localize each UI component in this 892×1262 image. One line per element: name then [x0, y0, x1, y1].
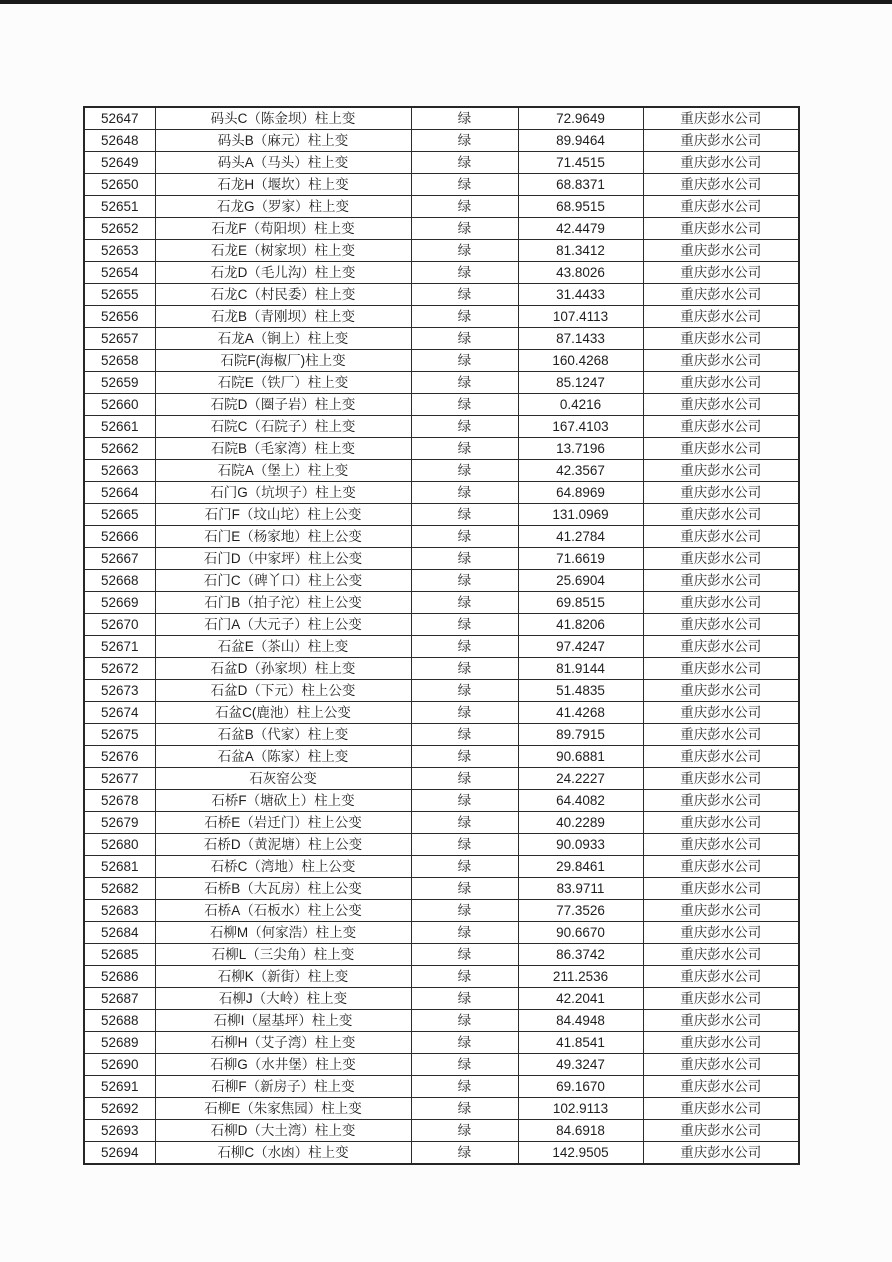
name-cell: 石门F（坟山坨）柱上公变 [155, 504, 411, 526]
name-cell: 石柳I（屋基坪）柱上变 [155, 1010, 411, 1032]
value-cell: 42.3567 [518, 460, 643, 482]
id-cell: 52654 [84, 262, 155, 284]
company-cell: 重庆彭水公司 [643, 262, 799, 284]
company-cell: 重庆彭水公司 [643, 107, 799, 130]
name-cell: 石柳F（新房子）柱上变 [155, 1076, 411, 1098]
value-cell: 87.1433 [518, 328, 643, 350]
status-cell: 绿 [411, 1098, 518, 1120]
table-row [84, 174, 799, 196]
table-row [84, 922, 799, 944]
id-cell: 52658 [84, 350, 155, 372]
status-cell: 绿 [411, 658, 518, 680]
company-cell: 重庆彭水公司 [643, 702, 799, 724]
id-cell: 52660 [84, 394, 155, 416]
value-cell: 41.4268 [518, 702, 643, 724]
name-cell: 石院B（毛家湾）柱上变 [155, 438, 411, 460]
table-row [84, 1010, 799, 1032]
table-row [84, 350, 799, 372]
value-cell: 77.3526 [518, 900, 643, 922]
table-row [84, 724, 799, 746]
value-cell: 89.7915 [518, 724, 643, 746]
value-cell: 84.4948 [518, 1010, 643, 1032]
name-cell: 石门D（中家坪）柱上公变 [155, 548, 411, 570]
id-cell: 52679 [84, 812, 155, 834]
table-row [84, 856, 799, 878]
name-cell: 石桥B（大瓦房）柱上公变 [155, 878, 411, 900]
status-cell: 绿 [411, 900, 518, 922]
name-cell: 石盆A（陈家）柱上变 [155, 746, 411, 768]
status-cell: 绿 [411, 460, 518, 482]
status-cell: 绿 [411, 548, 518, 570]
name-cell: 石门G（坑坝子）柱上变 [155, 482, 411, 504]
name-cell: 石盆C(鹿池）柱上公变 [155, 702, 411, 724]
company-cell: 重庆彭水公司 [643, 856, 799, 878]
table-row [84, 504, 799, 526]
table-row [84, 1054, 799, 1076]
company-cell: 重庆彭水公司 [643, 768, 799, 790]
value-cell: 84.6918 [518, 1120, 643, 1142]
status-cell: 绿 [411, 746, 518, 768]
table-body [84, 107, 799, 1164]
table-row [84, 438, 799, 460]
top-edge-bar [0, 0, 892, 4]
company-cell: 重庆彭水公司 [643, 350, 799, 372]
id-cell: 52647 [84, 107, 155, 130]
company-cell: 重庆彭水公司 [643, 1098, 799, 1120]
status-cell: 绿 [411, 988, 518, 1010]
value-cell: 85.1247 [518, 372, 643, 394]
table-row [84, 218, 799, 240]
id-cell: 52664 [84, 482, 155, 504]
id-cell: 52651 [84, 196, 155, 218]
id-cell: 52666 [84, 526, 155, 548]
value-cell: 81.3412 [518, 240, 643, 262]
name-cell: 石龙A（锏上）柱上变 [155, 328, 411, 350]
status-cell: 绿 [411, 1010, 518, 1032]
name-cell: 石院E（铁厂）柱上变 [155, 372, 411, 394]
company-cell: 重庆彭水公司 [643, 482, 799, 504]
id-cell: 52689 [84, 1032, 155, 1054]
company-cell: 重庆彭水公司 [643, 130, 799, 152]
company-cell: 重庆彭水公司 [643, 966, 799, 988]
id-cell: 52688 [84, 1010, 155, 1032]
status-cell: 绿 [411, 878, 518, 900]
table-row [84, 196, 799, 218]
table-row [84, 746, 799, 768]
name-cell: 石门B（拍子沱）柱上公变 [155, 592, 411, 614]
id-cell: 52673 [84, 680, 155, 702]
status-cell: 绿 [411, 262, 518, 284]
id-cell: 52663 [84, 460, 155, 482]
name-cell: 石柳D（大土湾）柱上变 [155, 1120, 411, 1142]
status-cell: 绿 [411, 372, 518, 394]
company-cell: 重庆彭水公司 [643, 1076, 799, 1098]
table-row [84, 130, 799, 152]
company-cell: 重庆彭水公司 [643, 504, 799, 526]
id-cell: 52657 [84, 328, 155, 350]
id-cell: 52671 [84, 636, 155, 658]
id-cell: 52655 [84, 284, 155, 306]
value-cell: 41.2784 [518, 526, 643, 548]
company-cell: 重庆彭水公司 [643, 1010, 799, 1032]
name-cell: 码头C（陈金坝）柱上变 [155, 107, 411, 130]
id-cell: 52675 [84, 724, 155, 746]
id-cell: 52685 [84, 944, 155, 966]
company-cell: 重庆彭水公司 [643, 438, 799, 460]
status-cell: 绿 [411, 240, 518, 262]
table-row [84, 284, 799, 306]
id-cell: 52683 [84, 900, 155, 922]
id-cell: 52665 [84, 504, 155, 526]
id-cell: 52674 [84, 702, 155, 724]
value-cell: 90.6881 [518, 746, 643, 768]
value-cell: 29.8461 [518, 856, 643, 878]
value-cell: 107.4113 [518, 306, 643, 328]
company-cell: 重庆彭水公司 [643, 460, 799, 482]
name-cell: 石柳C（水凼）柱上变 [155, 1142, 411, 1165]
status-cell: 绿 [411, 1076, 518, 1098]
table-row [84, 834, 799, 856]
id-cell: 52690 [84, 1054, 155, 1076]
value-cell: 64.8969 [518, 482, 643, 504]
status-cell: 绿 [411, 306, 518, 328]
status-cell: 绿 [411, 966, 518, 988]
company-cell: 重庆彭水公司 [643, 790, 799, 812]
table-row [84, 482, 799, 504]
status-cell: 绿 [411, 570, 518, 592]
value-cell: 43.8026 [518, 262, 643, 284]
status-cell: 绿 [411, 944, 518, 966]
table-row [84, 548, 799, 570]
id-cell: 52662 [84, 438, 155, 460]
company-cell: 重庆彭水公司 [643, 680, 799, 702]
name-cell: 石龙D（毛儿沟）柱上变 [155, 262, 411, 284]
company-cell: 重庆彭水公司 [643, 548, 799, 570]
name-cell: 石龙B（青刚坝）柱上变 [155, 306, 411, 328]
table-row [84, 680, 799, 702]
value-cell: 83.9711 [518, 878, 643, 900]
table-row [84, 614, 799, 636]
name-cell: 石盆D（孙家坝）柱上变 [155, 658, 411, 680]
company-cell: 重庆彭水公司 [643, 394, 799, 416]
value-cell: 131.0969 [518, 504, 643, 526]
value-cell: 68.9515 [518, 196, 643, 218]
value-cell: 42.2041 [518, 988, 643, 1010]
value-cell: 69.1670 [518, 1076, 643, 1098]
id-cell: 52672 [84, 658, 155, 680]
table-row [84, 592, 799, 614]
table-row [84, 636, 799, 658]
id-cell: 52653 [84, 240, 155, 262]
status-cell: 绿 [411, 922, 518, 944]
name-cell: 石柳J（大岭）柱上变 [155, 988, 411, 1010]
value-cell: 42.4479 [518, 218, 643, 240]
company-cell: 重庆彭水公司 [643, 900, 799, 922]
status-cell: 绿 [411, 680, 518, 702]
name-cell: 石柳M（何家浩）柱上变 [155, 922, 411, 944]
status-cell: 绿 [411, 482, 518, 504]
name-cell: 石盆D（下元）柱上公变 [155, 680, 411, 702]
company-cell: 重庆彭水公司 [643, 152, 799, 174]
name-cell: 码头B（麻元）柱上变 [155, 130, 411, 152]
name-cell: 石桥A（石板水）柱上公变 [155, 900, 411, 922]
status-cell: 绿 [411, 504, 518, 526]
table-row [84, 966, 799, 988]
table-row [84, 944, 799, 966]
status-cell: 绿 [411, 702, 518, 724]
company-cell: 重庆彭水公司 [643, 416, 799, 438]
id-cell: 52650 [84, 174, 155, 196]
id-cell: 52678 [84, 790, 155, 812]
value-cell: 97.4247 [518, 636, 643, 658]
id-cell: 52686 [84, 966, 155, 988]
id-cell: 52656 [84, 306, 155, 328]
company-cell: 重庆彭水公司 [643, 372, 799, 394]
name-cell: 石院D（圈子岩）柱上变 [155, 394, 411, 416]
name-cell: 石龙C（村民委）柱上变 [155, 284, 411, 306]
table-row [84, 416, 799, 438]
id-cell: 52676 [84, 746, 155, 768]
name-cell: 码头A（马头）柱上变 [155, 152, 411, 174]
table-row [84, 812, 799, 834]
value-cell: 211.2536 [518, 966, 643, 988]
table-row [84, 702, 799, 724]
table-row [84, 790, 799, 812]
value-cell: 86.3742 [518, 944, 643, 966]
id-cell: 52692 [84, 1098, 155, 1120]
value-cell: 167.4103 [518, 416, 643, 438]
company-cell: 重庆彭水公司 [643, 658, 799, 680]
value-cell: 90.6670 [518, 922, 643, 944]
value-cell: 89.9464 [518, 130, 643, 152]
name-cell: 石门E（杨家地）柱上公变 [155, 526, 411, 548]
table-row [84, 768, 799, 790]
value-cell: 41.8206 [518, 614, 643, 636]
status-cell: 绿 [411, 174, 518, 196]
value-cell: 71.4515 [518, 152, 643, 174]
id-cell: 52684 [84, 922, 155, 944]
status-cell: 绿 [411, 636, 518, 658]
value-cell: 40.2289 [518, 812, 643, 834]
status-cell: 绿 [411, 350, 518, 372]
name-cell: 石龙G（罗家）柱上变 [155, 196, 411, 218]
value-cell: 68.8371 [518, 174, 643, 196]
transformer-table [83, 106, 800, 1165]
name-cell: 石门A（大元子）柱上公变 [155, 614, 411, 636]
status-cell: 绿 [411, 416, 518, 438]
name-cell: 石院F(海椒厂)柱上变 [155, 350, 411, 372]
status-cell: 绿 [411, 790, 518, 812]
company-cell: 重庆彭水公司 [643, 614, 799, 636]
value-cell: 81.9144 [518, 658, 643, 680]
value-cell: 102.9113 [518, 1098, 643, 1120]
id-cell: 52670 [84, 614, 155, 636]
status-cell: 绿 [411, 812, 518, 834]
status-cell: 绿 [411, 768, 518, 790]
company-cell: 重庆彭水公司 [643, 328, 799, 350]
company-cell: 重庆彭水公司 [643, 526, 799, 548]
table-row [84, 658, 799, 680]
id-cell: 52652 [84, 218, 155, 240]
id-cell: 52661 [84, 416, 155, 438]
table-row [84, 1032, 799, 1054]
value-cell: 13.7196 [518, 438, 643, 460]
value-cell: 72.9649 [518, 107, 643, 130]
id-cell: 52694 [84, 1142, 155, 1165]
table-row [84, 107, 799, 130]
value-cell: 90.0933 [518, 834, 643, 856]
name-cell: 石盆B（代家）柱上变 [155, 724, 411, 746]
name-cell: 石柳G（水井堡）柱上变 [155, 1054, 411, 1076]
status-cell: 绿 [411, 328, 518, 350]
status-cell: 绿 [411, 284, 518, 306]
table-row [84, 878, 799, 900]
status-cell: 绿 [411, 614, 518, 636]
status-cell: 绿 [411, 1032, 518, 1054]
table-row [84, 900, 799, 922]
value-cell: 51.4835 [518, 680, 643, 702]
company-cell: 重庆彭水公司 [643, 988, 799, 1010]
name-cell: 石盆E（茶山）柱上变 [155, 636, 411, 658]
id-cell: 52659 [84, 372, 155, 394]
table-row [84, 262, 799, 284]
status-cell: 绿 [411, 1054, 518, 1076]
id-cell: 52687 [84, 988, 155, 1010]
name-cell: 石柳L（三尖角）柱上变 [155, 944, 411, 966]
table-row [84, 240, 799, 262]
name-cell: 石院A（堡上）柱上变 [155, 460, 411, 482]
id-cell: 52648 [84, 130, 155, 152]
name-cell: 石桥D（黄泥塘）柱上公变 [155, 834, 411, 856]
company-cell: 重庆彭水公司 [643, 944, 799, 966]
company-cell: 重庆彭水公司 [643, 1142, 799, 1165]
name-cell: 石桥C（湾地）柱上公变 [155, 856, 411, 878]
table-row [84, 526, 799, 548]
table-row [84, 1120, 799, 1142]
status-cell: 绿 [411, 834, 518, 856]
id-cell: 52693 [84, 1120, 155, 1142]
table-row [84, 372, 799, 394]
table-row [84, 152, 799, 174]
status-cell: 绿 [411, 724, 518, 746]
status-cell: 绿 [411, 856, 518, 878]
name-cell: 石门C（碑丫口）柱上公变 [155, 570, 411, 592]
company-cell: 重庆彭水公司 [643, 240, 799, 262]
value-cell: 142.9505 [518, 1142, 643, 1165]
company-cell: 重庆彭水公司 [643, 592, 799, 614]
value-cell: 41.8541 [518, 1032, 643, 1054]
company-cell: 重庆彭水公司 [643, 284, 799, 306]
status-cell: 绿 [411, 438, 518, 460]
id-cell: 52667 [84, 548, 155, 570]
name-cell: 石桥E（岩迁门）柱上公变 [155, 812, 411, 834]
id-cell: 52669 [84, 592, 155, 614]
status-cell: 绿 [411, 130, 518, 152]
company-cell: 重庆彭水公司 [643, 636, 799, 658]
company-cell: 重庆彭水公司 [643, 1054, 799, 1076]
company-cell: 重庆彭水公司 [643, 724, 799, 746]
id-cell: 52680 [84, 834, 155, 856]
table-row [84, 306, 799, 328]
name-cell: 石柳E（朱家焦园）柱上变 [155, 1098, 411, 1120]
name-cell: 石柳H（艾子湾）柱上变 [155, 1032, 411, 1054]
table-row [84, 1098, 799, 1120]
id-cell: 52649 [84, 152, 155, 174]
id-cell: 52677 [84, 768, 155, 790]
table-row [84, 570, 799, 592]
value-cell: 25.6904 [518, 570, 643, 592]
status-cell: 绿 [411, 1142, 518, 1165]
status-cell: 绿 [411, 107, 518, 130]
company-cell: 重庆彭水公司 [643, 746, 799, 768]
value-cell: 49.3247 [518, 1054, 643, 1076]
name-cell: 石龙E（树家坝）柱上变 [155, 240, 411, 262]
company-cell: 重庆彭水公司 [643, 570, 799, 592]
company-cell: 重庆彭水公司 [643, 878, 799, 900]
company-cell: 重庆彭水公司 [643, 812, 799, 834]
value-cell: 0.4216 [518, 394, 643, 416]
table-row [84, 394, 799, 416]
company-cell: 重庆彭水公司 [643, 1032, 799, 1054]
status-cell: 绿 [411, 196, 518, 218]
table-row [84, 460, 799, 482]
name-cell: 石院C（石院子）柱上变 [155, 416, 411, 438]
company-cell: 重庆彭水公司 [643, 174, 799, 196]
table-row [84, 988, 799, 1010]
id-cell: 52682 [84, 878, 155, 900]
company-cell: 重庆彭水公司 [643, 196, 799, 218]
table-row [84, 328, 799, 350]
value-cell: 71.6619 [518, 548, 643, 570]
value-cell: 31.4433 [518, 284, 643, 306]
name-cell: 石灰窑公变 [155, 768, 411, 790]
value-cell: 160.4268 [518, 350, 643, 372]
name-cell: 石桥F（塘砍上）柱上变 [155, 790, 411, 812]
value-cell: 64.4082 [518, 790, 643, 812]
status-cell: 绿 [411, 1120, 518, 1142]
name-cell: 石龙H（堰坎）柱上变 [155, 174, 411, 196]
table-row [84, 1142, 799, 1165]
name-cell: 石柳K（新街）柱上变 [155, 966, 411, 988]
company-cell: 重庆彭水公司 [643, 218, 799, 240]
company-cell: 重庆彭水公司 [643, 834, 799, 856]
status-cell: 绿 [411, 526, 518, 548]
table-row [84, 1076, 799, 1098]
status-cell: 绿 [411, 394, 518, 416]
company-cell: 重庆彭水公司 [643, 922, 799, 944]
status-cell: 绿 [411, 152, 518, 174]
company-cell: 重庆彭水公司 [643, 1120, 799, 1142]
name-cell: 石龙F（苟阳坝）柱上变 [155, 218, 411, 240]
value-cell: 24.2227 [518, 768, 643, 790]
id-cell: 52668 [84, 570, 155, 592]
id-cell: 52681 [84, 856, 155, 878]
status-cell: 绿 [411, 592, 518, 614]
value-cell: 69.8515 [518, 592, 643, 614]
status-cell: 绿 [411, 218, 518, 240]
id-cell: 52691 [84, 1076, 155, 1098]
company-cell: 重庆彭水公司 [643, 306, 799, 328]
